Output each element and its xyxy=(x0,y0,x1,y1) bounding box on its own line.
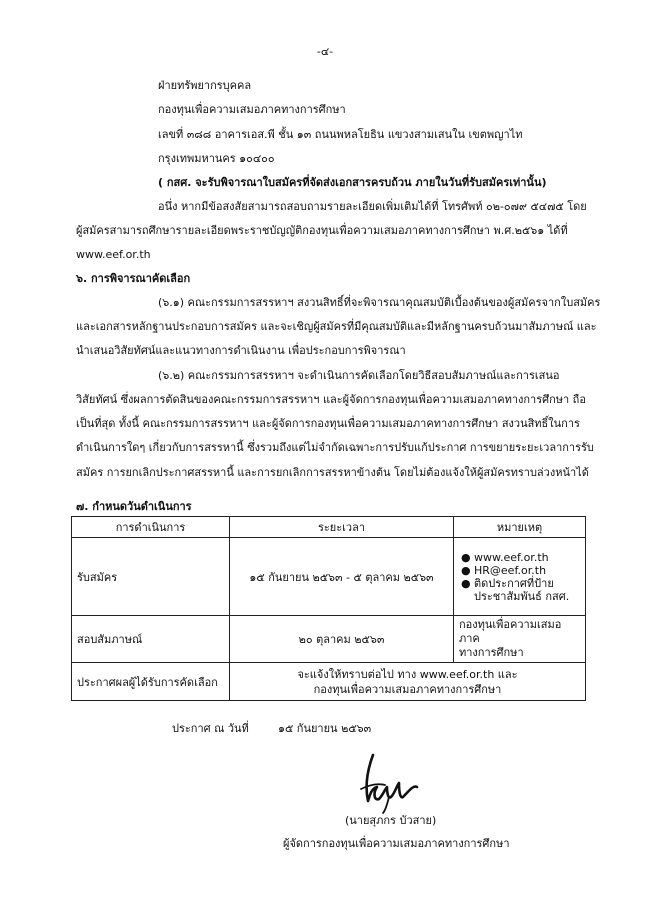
section-6-1-line: นำเสนอวิสัยทัศน์และแนวทางการดำเนินงาน เพื่อประกอบการพิจารณา xyxy=(76,344,406,357)
header-notes: หมายเหตุ xyxy=(454,517,586,538)
notes-cell xyxy=(454,538,586,616)
activity-cell: รับสมัคร xyxy=(72,538,230,616)
section-6-2-line: สมัคร การยกเลิกประกาศสรรหานี้ และการยกเลิกการสรรหาข้างต้น โดยไม่ต้องแจ้งให้ผู้สมัครทราบล่วงหน้าได้ xyxy=(76,466,589,479)
bullet-icon: ● xyxy=(461,576,471,590)
note-text: HR@eef.or.th xyxy=(474,563,547,577)
notes-list xyxy=(460,551,583,603)
section-6-2-line: (๖.๒) คณะกรรมการสรรหาฯ จะดำเนินการคัดเลือกโดยวิธีสอบสัมภาษณ์และการเสนอ xyxy=(158,369,560,382)
contact-website: www.eef.or.th xyxy=(76,248,151,261)
table-row xyxy=(72,663,586,701)
activity-cell: สอบสัมภาษณ์ xyxy=(72,616,230,663)
schedule-table xyxy=(71,516,586,701)
section-6-2-line: วิสัยทัศน์ ซึ่งผลการตัดสินของคณะกรรมการสรรหาฯ และผู้จัดการกองทุนเพื่อความเสมอภาคทางการศึกษา ถือ xyxy=(76,393,586,406)
period-cell: ๒๐ ตุลาคม ๒๕๖๓ xyxy=(230,616,454,663)
signer-name: (นายสุภกร บัวสาย) xyxy=(345,814,437,827)
address-department: ฝ่ายทรัพยากรบุคคล xyxy=(158,79,252,92)
table-row xyxy=(72,616,586,663)
section-6-2-line: ดำเนินการใดๆ เกี่ยวกับการสรรหานี้ ซึ่งรวมถึงแต่ไม่จำกัดเฉพาะการปรับแก้ประกาศ การขยายระยะเวลาการรับ xyxy=(76,441,594,454)
merged-cell xyxy=(230,663,586,701)
bullet-icon: ● xyxy=(461,550,471,564)
signature-image xyxy=(343,749,423,815)
page-number: -๔- xyxy=(316,45,334,58)
list-item xyxy=(461,550,583,564)
note-text: กองทุนเพื่อความเสมอภาค xyxy=(459,618,562,645)
period-cell: ๑๕ กันยายน ๒๕๖๓ - ๕ ตุลาคม ๒๕๖๓ xyxy=(230,538,454,616)
address-organization: กองทุนเพื่อความเสมอภาคทางการศึกษา xyxy=(158,103,346,116)
section-7-heading: ๗. กำหนดวันดำเนินการ xyxy=(76,500,192,513)
address-city: กรุงเทพมหานคร ๑๐๔๐๐ xyxy=(158,152,275,165)
activity-cell: ประกาศผลผู้ได้รับการคัดเลือก xyxy=(72,663,230,701)
note-text: ทางการศึกษา xyxy=(459,646,524,659)
contact-line-2: ผู้สมัครสามารถศึกษารายละเอียดพระราชบัญญัติกองทุนเพื่อความเสมอภาคทางการศึกษา พ.ศ.๒๕๖๑ ได้ที่ xyxy=(76,224,568,237)
section-6-1-line: (๖.๑) คณะกรรมการสรรหาฯ สงวนสิทธิ์ที่จะพิจารณาคุณสมบัติเบื้องต้นของผู้สมัครจากใบสมัคร xyxy=(158,296,601,309)
note-text: ประชาสัมพันธ์ กสศ. xyxy=(474,589,570,603)
contact-line-1: อนึ่ง หากมีข้อสงสัยสามารถสอบถามรายละเอียดเพิ่มเติมได้ที่ โทรศัพท์ ๐๒-๐๗๙ ๕๔๗๕ โดย xyxy=(158,200,587,213)
announcement-date-prefix: ประกาศ ณ วันที่ xyxy=(172,722,249,735)
table-row xyxy=(72,538,586,616)
table-header-row xyxy=(72,517,586,538)
notes-cell xyxy=(454,616,586,663)
address-note: ( กสศ. จะรับพิจารณาใบสมัครที่จัดส่งเอกสารครบถ้วน ภายในวันที่รับสมัครเท่านั้น) xyxy=(158,176,547,189)
merged-text: จะแจ้งให้ทราบต่อไป ทาง www.eef.or.th และ xyxy=(297,667,518,681)
announcement-date: ๑๕ กันยายน ๒๕๖๓ xyxy=(278,722,372,735)
header-period: ระยะเวลา xyxy=(230,517,454,538)
address-street: เลขที่ ๓๘๘ อาคารเอส.พี ชั้น ๑๓ ถนนพหลโยธิน แขวงสามเสนใน เขตพญาไท xyxy=(158,128,523,141)
section-6-heading: ๖. การพิจารณาคัดเลือก xyxy=(76,272,191,285)
section-6-2-line: เป็นที่สุด ทั้งนี้ คณะกรรมการสรรหาฯ และผู้จัดการกองทุนเพื่อความเสมอภาคทางการศึกษา สงวนสิทธิ์ในการ xyxy=(76,417,580,430)
header-activity: การดำเนินการ xyxy=(72,517,230,538)
merged-text: กองทุนเพื่อความเสมอภาคทางการศึกษา xyxy=(313,682,502,696)
signer-title: ผู้จัดการกองทุนเพื่อความเสมอภาคทางการศึกษา xyxy=(283,837,510,850)
section-6-1-line: และเอกสารหลักฐานประกอบการสมัคร และจะเชิญผู้สมัครที่มีคุณสมบัติและมีหลักฐานครบถ้วนมาสัมภาษณ์ และ xyxy=(76,320,597,333)
list-item xyxy=(461,563,583,577)
list-item xyxy=(461,576,583,603)
bullet-icon: ● xyxy=(461,563,471,577)
note-text: ติดประกาศที่ป้าย xyxy=(474,576,554,590)
note-text: www.eef.or.th xyxy=(474,550,549,564)
